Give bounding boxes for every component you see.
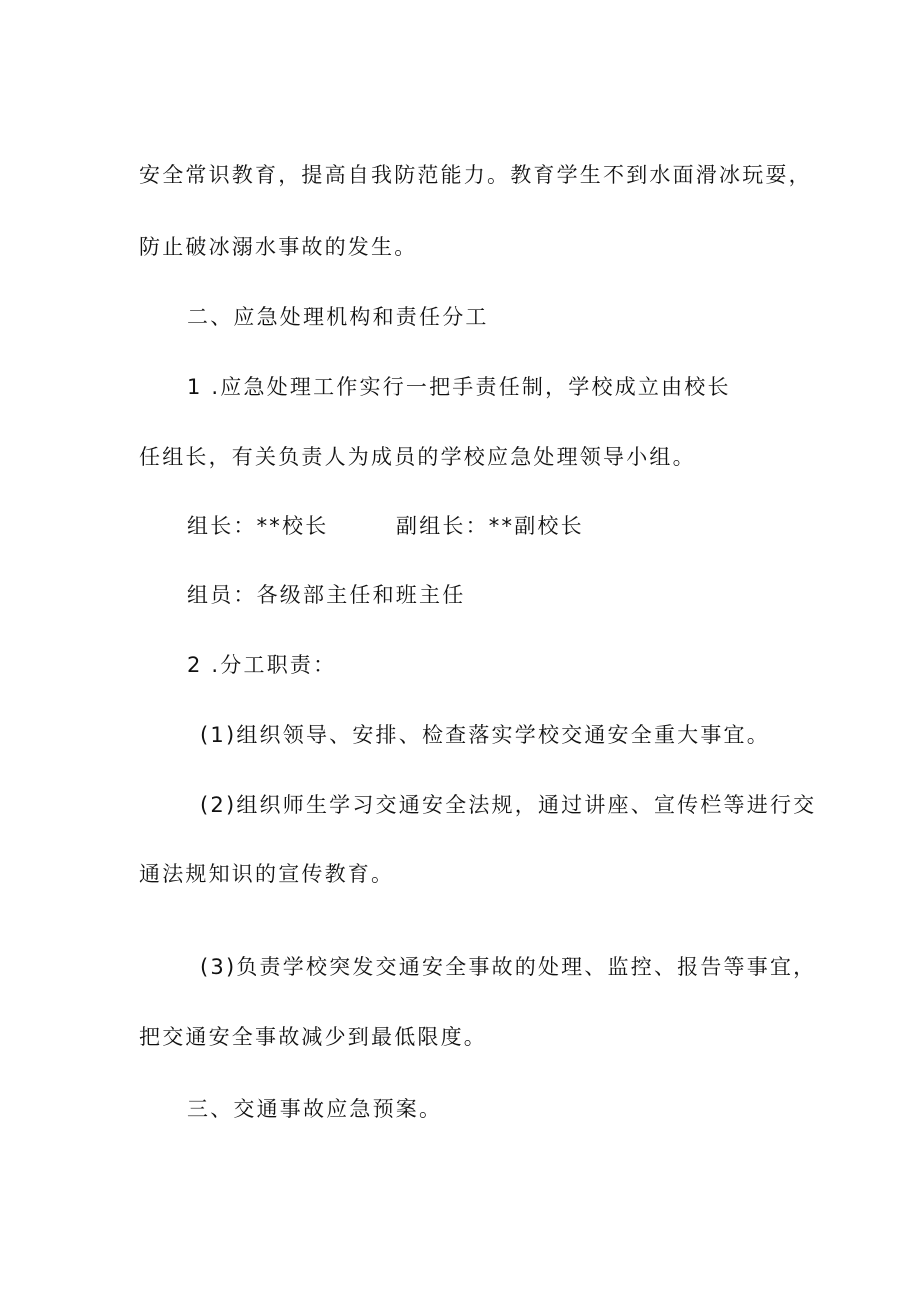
body-text-line: 把交通安全事故减少到最低限度。 [139,1025,487,1049]
sub-item: (2)组织师生学习交通安全法规，通过讲座、宣传栏等进行交 [200,793,817,817]
numbered-item: 1 .应急处理工作实行一把手责任制，学校成立由校长 [187,375,731,399]
body-text-line: 任组长，有关负责人为成员的学校应急处理领导小组。 [139,445,696,469]
numbered-item: 2 .分工职责： [187,653,337,677]
sub-item: (1)组织领导、安排、检查落实学校交通安全重大事宜。 [200,723,770,747]
body-text-line: 防止破冰溺水事故的发生。 [139,235,418,259]
deputy-leader-line: 副组长：**副校长 [396,514,584,538]
section-heading: 二、应急处理机构和责任分工 [187,305,489,329]
group-members-line: 组员：各级部主任和班主任 [187,583,466,607]
group-leader-line: 组长：**校长 [187,514,329,538]
body-text-line: 安全常识教育，提高自我防范能力。教育学生不到水面滑冰玩耍， [139,163,812,187]
body-text-line: 通法规知识的宣传教育。 [139,862,395,886]
section-heading: 三、交通事故应急预案。 [187,1097,443,1121]
sub-item: (3)负责学校突发交通安全事故的处理、监控、报告等事宜， [200,955,817,979]
